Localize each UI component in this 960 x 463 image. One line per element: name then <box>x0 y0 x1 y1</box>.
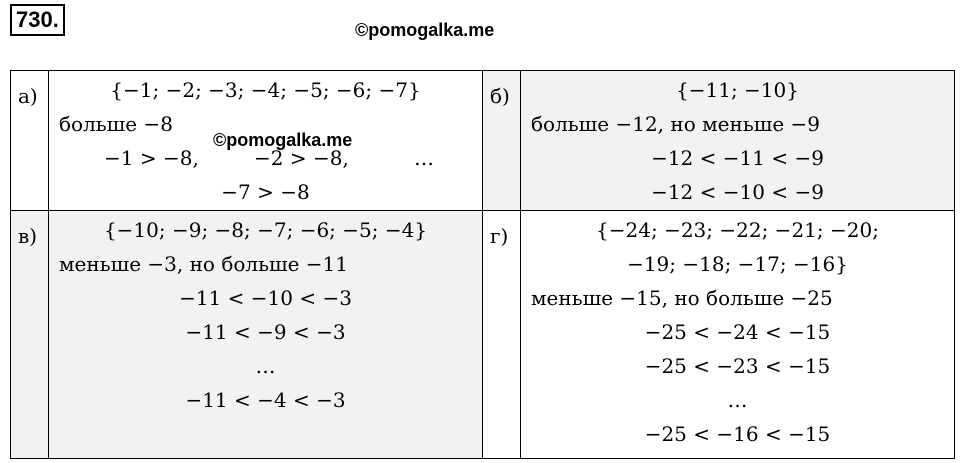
part-b-cell <box>521 71 955 211</box>
part-g-line-1: −25 < −24 < −15 <box>644 320 831 344</box>
part-v-line-2: −11 < −9 < −3 <box>185 320 346 344</box>
watermark: ©pomogalka.me <box>213 130 353 150</box>
part-v-line-1: −11 < −10 < −3 <box>179 286 352 310</box>
part-b-set: {−11; −10} <box>676 78 799 102</box>
part-g-line-last: −25 < −16 < −15 <box>644 422 831 446</box>
part-v-cell <box>49 211 483 459</box>
part-b-condition: больше −12, но меньше −9 <box>531 112 820 136</box>
part-a-ineq-last: −7 > −8 <box>221 180 310 204</box>
table-row <box>11 211 955 459</box>
part-g-line-2: −25 < −23 < −15 <box>644 354 831 378</box>
part-a-condition: больше −8 <box>59 112 173 136</box>
part-b-line-1: −12 < −11 < −9 <box>651 146 824 170</box>
part-label-a: а) <box>11 71 49 211</box>
part-g-cell <box>521 211 955 459</box>
part-v-line-last: −11 < −4 < −3 <box>185 388 346 412</box>
part-v-condition: меньше −3, но больше −11 <box>59 252 348 276</box>
part-g-ellipsis: … <box>727 388 748 412</box>
part-label-g: г) <box>483 211 521 459</box>
table-row <box>11 71 955 211</box>
part-b-line-2: −12 < −10 < −9 <box>651 180 824 204</box>
part-g-set-line-1: {−24; −23; −22; −21; −20; <box>596 218 879 242</box>
part-a-set: {−1; −2; −3; −4; −5; −6; −7} <box>110 78 421 102</box>
part-v-ellipsis: … <box>255 354 276 378</box>
part-a-ineq-2: −2 > −8, <box>254 146 349 170</box>
part-g-set-line-2: −19; −18; −17; −16} <box>627 252 848 276</box>
part-a-ineq-1: −1 > −8, <box>104 146 199 170</box>
part-label-v: в) <box>11 211 49 459</box>
part-label-b: б) <box>483 71 521 211</box>
solution-table <box>10 70 955 459</box>
part-v-set: {−10; −9; −8; −7; −6; −5; −4} <box>103 218 428 242</box>
task-number: 730. <box>10 4 65 36</box>
part-g-condition: меньше −15, но больше −25 <box>531 286 833 310</box>
watermark: ©pomogalka.me <box>355 20 495 40</box>
part-a-ellipsis: … <box>414 146 434 170</box>
